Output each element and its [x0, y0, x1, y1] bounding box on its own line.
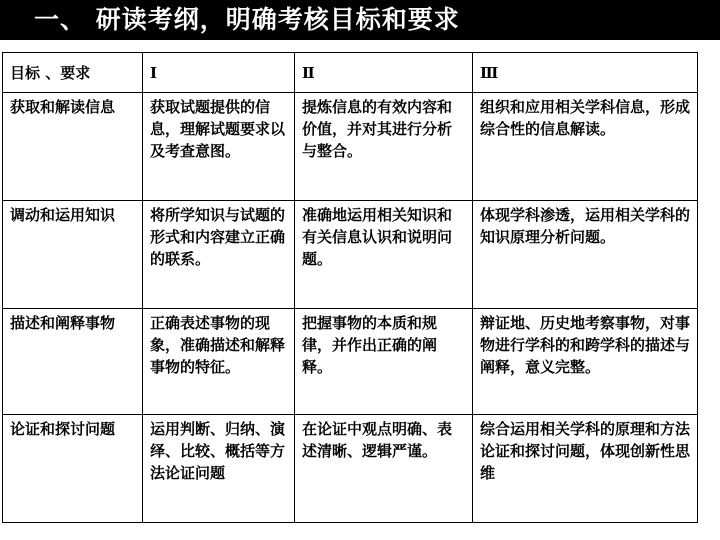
- objectives-table: [2, 52, 698, 523]
- table-cell: 提炼信息的有效内容和价值，并对其进行分析与整合。: [295, 93, 473, 201]
- level-2-header: Ⅱ: [295, 53, 473, 93]
- table-row: [3, 309, 698, 415]
- table-header-row: [3, 53, 698, 93]
- table-row: [3, 415, 698, 523]
- header-label: 目标 、要求: [3, 53, 143, 93]
- title-bar: [0, 0, 720, 40]
- table-cell: 综合运用相关学科的原理和方法论证和探讨问题，体现创新性思维: [473, 415, 698, 523]
- table-cell: 把握事物的本质和规律，并作出正确的阐释。: [295, 309, 473, 415]
- row-heading: 获取和解读信息: [3, 93, 143, 201]
- row-heading: 描述和阐释事物: [3, 309, 143, 415]
- row-heading: 论证和探讨问题: [3, 415, 143, 523]
- level-1-header: Ⅰ: [143, 53, 295, 93]
- level-3-header: Ⅲ: [473, 53, 698, 93]
- table-cell: 运用判断、归纳、演绎、比较、概括等方法论证问题: [143, 415, 295, 523]
- page-title: 一、 研读考纲，明确考核目标和要求: [34, 5, 460, 34]
- table-cell: 将所学知识与试题的形式和内容建立正确的联系。: [143, 201, 295, 309]
- table-row: [3, 201, 698, 309]
- table-cell: 在论证中观点明确、表述清晰、逻辑严谨。: [295, 415, 473, 523]
- table-row: [3, 93, 698, 201]
- table-cell: 准确地运用相关知识和有关信息认识和说明问题。: [295, 201, 473, 309]
- table-cell: 正确表述事物的现象，准确描述和解释事物的特征。: [143, 309, 295, 415]
- row-heading: 调动和运用知识: [3, 201, 143, 309]
- table-cell: 组织和应用相关学科信息，形成综合性的信息解读。: [473, 93, 698, 201]
- table-cell: 辩证地、历史地考察事物，对事物进行学科的和跨学科的描述与阐释，意义完整。: [473, 309, 698, 415]
- table-cell: 获取试题提供的信息，理解试题要求以及考查意图。: [143, 93, 295, 201]
- table-cell: 体现学科渗透，运用相关学科的知识原理分析问题。: [473, 201, 698, 309]
